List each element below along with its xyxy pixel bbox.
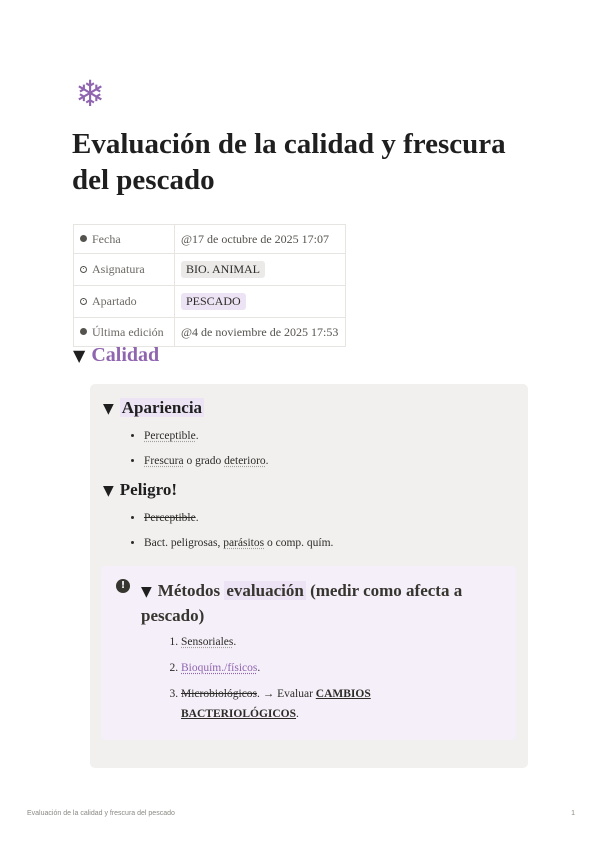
toggle-heading-peligro[interactable]: ▼ Peligro! [103, 480, 178, 499]
snowflake-icon: ❄ [75, 74, 106, 115]
toggle-triangle-icon[interactable]: ▼ [73, 346, 86, 365]
properties-table [73, 224, 346, 347]
property-value-date[interactable]: @17 de octubre de 2025 17:07 [175, 225, 346, 254]
tag-asignatura[interactable]: BIO. ANIMAL [181, 261, 265, 278]
toggle-triangle-icon[interactable]: ▼ [141, 584, 152, 600]
property-row-asignatura [74, 254, 346, 286]
property-key: Última edición [92, 324, 164, 339]
list-item: • Bact. peligrosas, parásitos o comp. quím. [144, 533, 333, 558]
bullet-list-apariencia [130, 426, 269, 476]
list-item: 2. Bioquím./físicos. [181, 658, 421, 678]
clock-icon [80, 235, 87, 242]
toggle-heading-metodos[interactable]: ▼ Métodos evaluación (medir como afecta a pescado) [141, 581, 463, 625]
toggle-triangle-icon[interactable]: ▼ [103, 483, 114, 499]
list-item: • Frescura o grado deterioro. [144, 451, 269, 476]
property-row-apartado [74, 286, 346, 318]
toggle-heading-apariencia[interactable]: ▼ Apariencia [103, 398, 203, 417]
clock-icon [80, 328, 87, 335]
speech-bubble-icon: ! [116, 579, 130, 593]
property-value-date[interactable]: @4 de noviembre de 2025 17:53 [175, 318, 346, 347]
property-row-fecha [74, 225, 346, 254]
page-number: 1 [571, 810, 575, 817]
page-footer [27, 810, 575, 817]
page-title: Evaluación de la calidad y frescura del pescado [72, 128, 506, 196]
bullet-list-peligro [130, 508, 333, 558]
tag-apartado[interactable]: PESCADO [181, 293, 246, 310]
toggle-heading-calidad[interactable]: ▼ Calidad [73, 344, 160, 366]
property-key: Asignatura [92, 262, 145, 276]
property-key: Fecha [92, 231, 121, 246]
select-icon [80, 298, 87, 305]
numbered-list-metodos [166, 632, 421, 730]
link-bioquim[interactable]: Bioquím./físicos [181, 662, 258, 674]
list-item: 3. Microbiológicos. → Evaluar CAMBIOS BACTERIOLÓGICOS. [181, 684, 421, 724]
toggle-triangle-icon[interactable]: ▼ [103, 401, 114, 417]
property-key: Apartado [92, 294, 137, 308]
list-item: • Perceptible. [144, 508, 333, 533]
list-item: 1. Sensoriales. [181, 632, 421, 652]
footer-title: Evaluación de la calidad y frescura del pescado [27, 810, 175, 817]
select-icon [80, 266, 87, 273]
list-item: • Perceptible. [144, 426, 269, 451]
